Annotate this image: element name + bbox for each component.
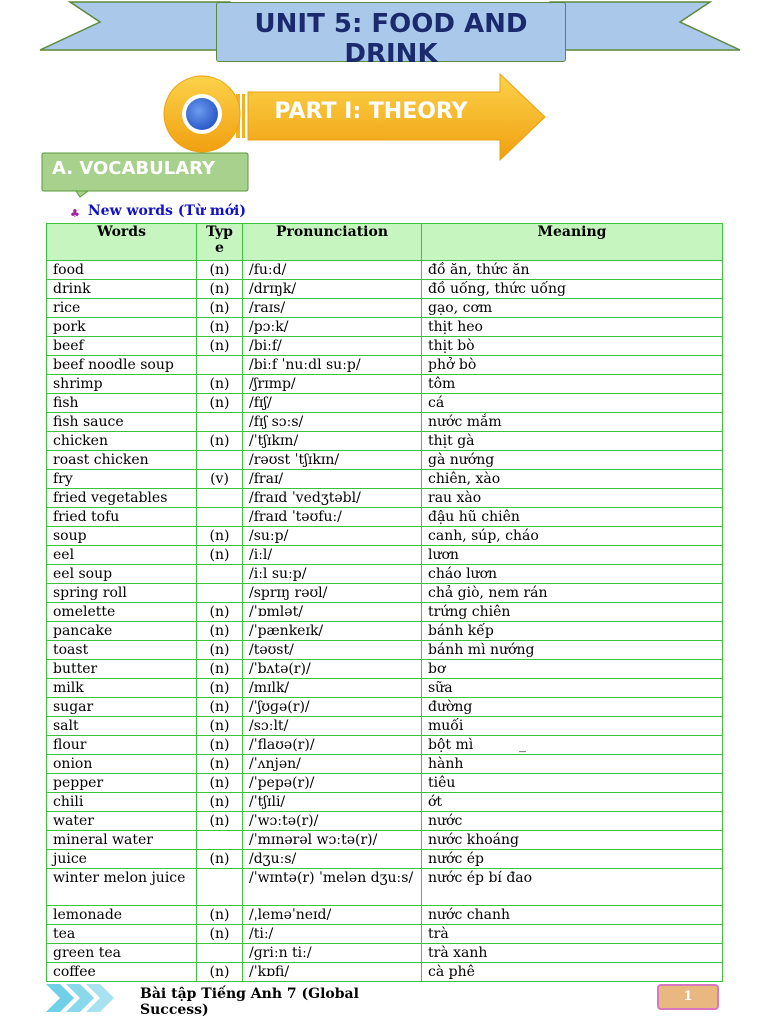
cell-type: (n) — [197, 963, 243, 982]
cell-meaning: lươn — [422, 546, 723, 565]
cell-pronunciation: /ˈpepə(r)/ — [243, 774, 422, 793]
cell-pronunciation: /ˌleməˈneɪd/ — [243, 906, 422, 925]
cell-word: green tea — [47, 944, 197, 963]
cell-pronunciation: /ˈkɒfi/ — [243, 963, 422, 982]
table-body — [47, 261, 723, 982]
cell-meaning: đường — [422, 698, 723, 717]
cell-pronunciation: /fraɪ/ — [243, 470, 422, 489]
cell-type: (n) — [197, 925, 243, 944]
table-row — [47, 470, 723, 489]
table-row — [47, 299, 723, 318]
cell-meaning: chiên, xào — [422, 470, 723, 489]
cell-type — [197, 869, 243, 906]
cell-word: eel — [47, 546, 197, 565]
cell-pronunciation: /mɪlk/ — [243, 679, 422, 698]
cell-type: (n) — [197, 280, 243, 299]
cell-pronunciation: /ˈmɪnərəl wɔːtə(r)/ — [243, 831, 422, 850]
table-row — [47, 679, 723, 698]
cell-type: (n) — [197, 812, 243, 831]
cell-type: (n) — [197, 622, 243, 641]
table-row — [47, 774, 723, 793]
cell-word: chicken — [47, 432, 197, 451]
cell-type: (n) — [197, 736, 243, 755]
table-row — [47, 660, 723, 679]
cell-word: soup — [47, 527, 197, 546]
cell-word: rice — [47, 299, 197, 318]
cell-type: (v) — [197, 470, 243, 489]
cell-meaning: nước mắm — [422, 413, 723, 432]
cell-meaning: thịt bò — [422, 337, 723, 356]
vocabulary-table — [46, 223, 723, 982]
cell-pronunciation: /fraɪd ˈtəʊfuː/ — [243, 508, 422, 527]
cell-meaning: cà phê — [422, 963, 723, 982]
cell-pronunciation: /biːf ˈnuːdl suːp/ — [243, 356, 422, 375]
cell-meaning: nước ép bí đao — [422, 869, 723, 906]
cell-pronunciation: /fuːd/ — [243, 261, 422, 280]
cell-pronunciation: /sprɪŋ rəʊl/ — [243, 584, 422, 603]
page-number: 1 — [657, 984, 719, 1010]
table-row — [47, 963, 723, 982]
table-row — [47, 869, 723, 906]
club-bullet-icon: ♣ — [70, 207, 80, 220]
cell-pronunciation: /rəʊst ˈtʃɪkɪn/ — [243, 451, 422, 470]
cell-pronunciation: /raɪs/ — [243, 299, 422, 318]
cell-word: butter — [47, 660, 197, 679]
cell-word: drink — [47, 280, 197, 299]
cell-word: chili — [47, 793, 197, 812]
cell-type: (n) — [197, 679, 243, 698]
cell-meaning: bánh kếp — [422, 622, 723, 641]
table-row — [47, 831, 723, 850]
cell-type: (n) — [197, 906, 243, 925]
cell-type: (n) — [197, 755, 243, 774]
table-row — [47, 812, 723, 831]
cell-meaning: trà xanh — [422, 944, 723, 963]
table-row — [47, 261, 723, 280]
table-row — [47, 413, 723, 432]
vocabulary-callout — [40, 151, 250, 197]
cell-pronunciation: /ˈtʃɪkɪn/ — [243, 432, 422, 451]
cell-pronunciation: /iːl/ — [243, 546, 422, 565]
table-row — [47, 546, 723, 565]
cell-type — [197, 356, 243, 375]
unit-title: UNIT 5: FOOD AND DRINK — [254, 9, 528, 69]
cell-word: roast chicken — [47, 451, 197, 470]
cell-meaning: phở bò — [422, 356, 723, 375]
cell-meaning: sữa — [422, 679, 723, 698]
cell-type — [197, 489, 243, 508]
cell-pronunciation: /drɪŋk/ — [243, 280, 422, 299]
table-row — [47, 736, 723, 755]
cell-type: (n) — [197, 660, 243, 679]
cell-word: beef noodle soup — [47, 356, 197, 375]
cell-type: (n) — [197, 432, 243, 451]
cell-meaning: nước — [422, 812, 723, 831]
cell-word: food — [47, 261, 197, 280]
cell-pronunciation: /fɪʃ sɔːs/ — [243, 413, 422, 432]
cell-word: fried tofu — [47, 508, 197, 527]
cell-type: (n) — [197, 546, 243, 565]
cell-pronunciation: /təʊst/ — [243, 641, 422, 660]
cell-type: (n) — [197, 337, 243, 356]
header-meaning: Meaning — [422, 224, 723, 261]
cell-word: flour — [47, 736, 197, 755]
cell-type: (n) — [197, 299, 243, 318]
cell-meaning: nước chanh — [422, 906, 723, 925]
table-row — [47, 565, 723, 584]
table-row — [47, 356, 723, 375]
table-row — [47, 280, 723, 299]
cell-type: (n) — [197, 261, 243, 280]
cell-meaning: muối — [422, 717, 723, 736]
cell-pronunciation: /fɪʃ/ — [243, 394, 422, 413]
cell-type — [197, 413, 243, 432]
cell-type: (n) — [197, 375, 243, 394]
cell-word: coffee — [47, 963, 197, 982]
table-row — [47, 375, 723, 394]
new-words-text: New words (Từ mới) — [87, 203, 247, 219]
cell-pronunciation: /ʃrɪmp/ — [243, 375, 422, 394]
cell-word: tea — [47, 925, 197, 944]
cell-word: onion — [47, 755, 197, 774]
cell-word: omelette — [47, 603, 197, 622]
cell-pronunciation: /pɔːk/ — [243, 318, 422, 337]
cell-word: pepper — [47, 774, 197, 793]
table-row — [47, 394, 723, 413]
cell-word: mineral water — [47, 831, 197, 850]
cell-type: (n) — [197, 850, 243, 869]
table-row — [47, 622, 723, 641]
cell-word: toast — [47, 641, 197, 660]
cell-meaning: tôm — [422, 375, 723, 394]
cell-word: spring roll — [47, 584, 197, 603]
cell-pronunciation: /ˈflaʊə(r)/ — [243, 736, 422, 755]
cell-word: eel soup — [47, 565, 197, 584]
cell-pronunciation: /ˈwɔːtə(r)/ — [243, 812, 422, 831]
cell-pronunciation: /biːf/ — [243, 337, 422, 356]
cell-type: (n) — [197, 318, 243, 337]
table-row — [47, 508, 723, 527]
cell-word: pancake — [47, 622, 197, 641]
cell-type: (n) — [197, 717, 243, 736]
cell-meaning: bơ — [422, 660, 723, 679]
cell-meaning: rau xào — [422, 489, 723, 508]
cell-pronunciation: /dʒuːs/ — [243, 850, 422, 869]
table-row — [47, 850, 723, 869]
part-label: PART I: THEORY — [274, 99, 468, 124]
cell-meaning: gà nướng — [422, 451, 723, 470]
cell-meaning: chả giò, nem rán — [422, 584, 723, 603]
table-row — [47, 432, 723, 451]
cell-type: (n) — [197, 527, 243, 546]
table-row — [47, 925, 723, 944]
table-row — [47, 793, 723, 812]
cell-meaning: bánh mì nướng — [422, 641, 723, 660]
cell-meaning: canh, súp, cháo — [422, 527, 723, 546]
header-words: Words — [47, 224, 197, 261]
table-header-row — [47, 224, 723, 261]
cell-type — [197, 944, 243, 963]
cell-word: lemonade — [47, 906, 197, 925]
cell-pronunciation: /ˈwɪntə(r) ˈmelən dʒuːs/ — [243, 869, 422, 906]
cell-meaning: gạo, cơm — [422, 299, 723, 318]
table-row — [47, 755, 723, 774]
table-row — [47, 698, 723, 717]
cell-type — [197, 831, 243, 850]
cell-word: beef — [47, 337, 197, 356]
cell-meaning: cháo lươn — [422, 565, 723, 584]
cell-meaning: nước khoáng — [422, 831, 723, 850]
table-row — [47, 451, 723, 470]
cell-type: (n) — [197, 698, 243, 717]
cell-word: fish — [47, 394, 197, 413]
cell-word: juice — [47, 850, 197, 869]
stray-mark: _ — [519, 737, 526, 753]
cell-word: fry — [47, 470, 197, 489]
cell-pronunciation: /ˈʌnjən/ — [243, 755, 422, 774]
cell-meaning: ớt — [422, 793, 723, 812]
cell-word: fried vegetables — [47, 489, 197, 508]
cell-pronunciation: /ˈtʃɪli/ — [243, 793, 422, 812]
section-label: A. VOCABULARY — [52, 158, 216, 179]
unit-title-box — [216, 2, 566, 69]
cell-type: (n) — [197, 641, 243, 660]
cell-meaning: đồ ăn, thức ăn — [422, 261, 723, 280]
cell-pronunciation: /ˈʃʊɡə(r)/ — [243, 698, 422, 717]
footer-chevrons-icon — [46, 982, 126, 1014]
cell-word: winter melon juice — [47, 869, 197, 906]
table-row — [47, 489, 723, 508]
cell-meaning: trà — [422, 925, 723, 944]
cell-word: salt — [47, 717, 197, 736]
table-row — [47, 337, 723, 356]
cell-meaning: hành — [422, 755, 723, 774]
table-row — [47, 944, 723, 963]
cell-word: fish sauce — [47, 413, 197, 432]
cell-meaning: thịt gà — [422, 432, 723, 451]
cell-pronunciation: /fraɪd ˈvedʒtəbl/ — [243, 489, 422, 508]
cell-type — [197, 508, 243, 527]
cell-type: (n) — [197, 793, 243, 812]
cell-meaning: tiêu — [422, 774, 723, 793]
header-type: Type — [197, 224, 243, 261]
table-row — [47, 584, 723, 603]
cell-word: milk — [47, 679, 197, 698]
cell-type: (n) — [197, 603, 243, 622]
cell-meaning: đậu hũ chiên — [422, 508, 723, 527]
cell-meaning: cá — [422, 394, 723, 413]
new-words-heading — [70, 203, 246, 219]
cell-pronunciation: /suːp/ — [243, 527, 422, 546]
cell-pronunciation: /ˈɒmlət/ — [243, 603, 422, 622]
cell-pronunciation: /tiː/ — [243, 925, 422, 944]
footer-book-title: Bài tập Tiếng Anh 7 (Global Success) — [140, 986, 359, 1018]
table-row — [47, 717, 723, 736]
cell-meaning: trứng chiên — [422, 603, 723, 622]
cell-word: pork — [47, 318, 197, 337]
header-pronunciation: Pronunciation — [243, 224, 422, 261]
cell-type — [197, 584, 243, 603]
cell-type — [197, 565, 243, 584]
table-row — [47, 906, 723, 925]
table-row — [47, 603, 723, 622]
cell-meaning: nước ép — [422, 850, 723, 869]
cell-word: shrimp — [47, 375, 197, 394]
cell-meaning: thịt heo — [422, 318, 723, 337]
cell-pronunciation: /sɔːlt/ — [243, 717, 422, 736]
cell-type — [197, 451, 243, 470]
cell-word: sugar — [47, 698, 197, 717]
cell-pronunciation: /iːl suːp/ — [243, 565, 422, 584]
cell-type: (n) — [197, 394, 243, 413]
cell-word: water — [47, 812, 197, 831]
table-row — [47, 527, 723, 546]
table-row — [47, 318, 723, 337]
cell-pronunciation: /ɡriːn tiː/ — [243, 944, 422, 963]
table-row — [47, 641, 723, 660]
cell-pronunciation: /ˈbʌtə(r)/ — [243, 660, 422, 679]
cell-type: (n) — [197, 774, 243, 793]
cell-pronunciation: /ˈpænkeɪk/ — [243, 622, 422, 641]
cell-meaning: đồ uống, thức uống — [422, 280, 723, 299]
cell-meaning: bột mì — [422, 736, 723, 755]
